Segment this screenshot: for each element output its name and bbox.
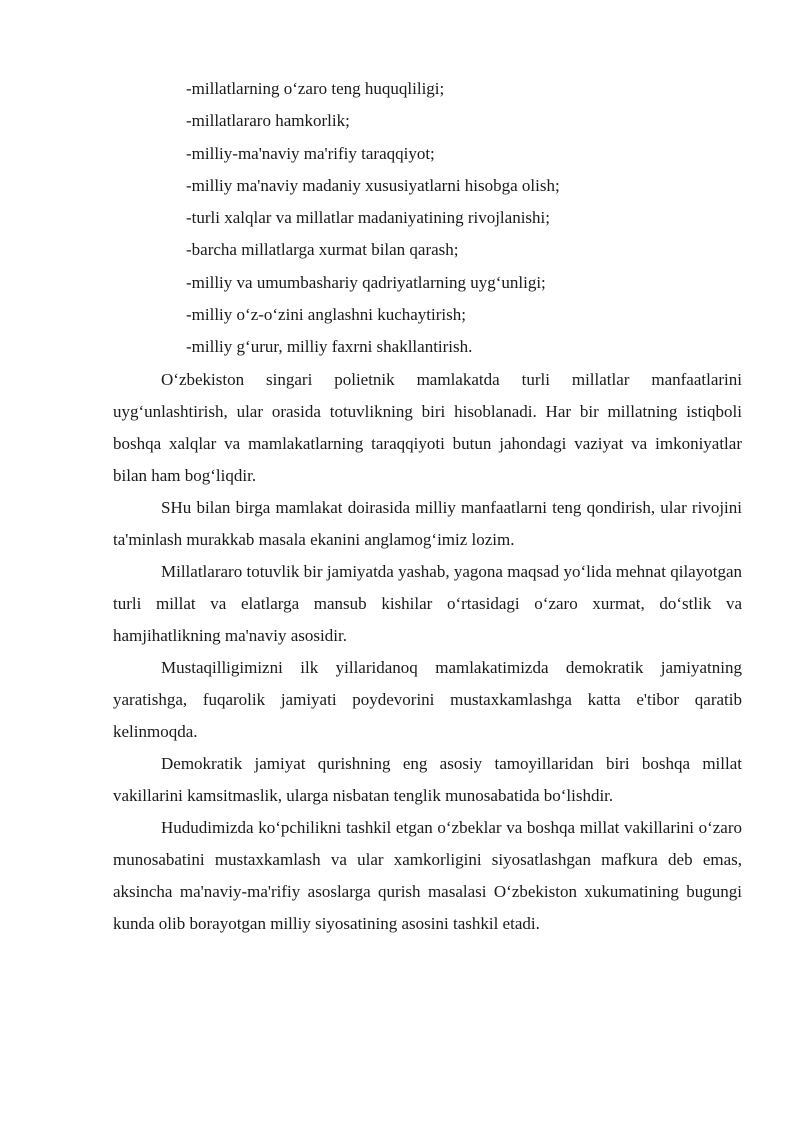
list-item: -milliy va umumbashariy qadriyatlarning uyg‘unligi; [186,272,546,292]
list-item: -millatlararo hamkorlik; [186,111,350,131]
list-item: -milliy ma'naviy madaniy xususiyatlarni hisobga olish; [186,175,560,195]
list-item: -barcha millatlarga xurmat bilan qarash; [186,240,459,260]
paragraph: O‘zbekiston singari polietnik mamlakatda turli millatlar manfaatlarini uyg‘unlashtirish, ular orasida totuvlikning biri hisoblanadi. Har bir millatning istiqboli boshqa xalqlar va mamlakatlarning taraqqiyoti butun jahondagi vaziyat va imkoniyatlar bilan ham bog‘liqdir. [113,370,742,485]
body-text [113,364,742,940]
list-item: -millatlarning o‘zaro teng huquqliligi; [186,79,445,98]
paragraph: SHu bilan birga mamlakat doirasida milliy manfaatlarni teng qondirish, ular rivojini ta'minlash murakkab masala ekanini anglamog‘imiz lozim. [113,498,742,549]
paragraph: Millatlararo totuvlik bir jamiyatda yashab, yagona maqsad yo‘lida mehnat qilayotgan turli millat va elatlarga mansub kishilar o‘rtasidagi o‘zaro xurmat, do‘stlik va hamjihatlikning ma'naviy asosidir. [113,562,742,645]
principles-list [186,73,746,364]
paragraph: Mustaqilligimizni ilk yillaridanoq mamlakatimizda demokratik jamiyatning yaratishga, fuqarolik jamiyati poydevorini mustaxkamlashga katta e'tibor qaratib kelinmoqda. [113,658,742,741]
list-item: -milliy-ma'naviy ma'rifiy taraqqiyot; [186,143,435,163]
list-item: -turli xalqlar va millatlar madaniyatining rivojlanishi; [186,208,550,228]
list-item: -milliy g‘urur, milliy faxrni shakllantirish. [186,337,473,357]
paragraph: Hududimizda ko‘pchilikni tashkil etgan o‘zbeklar va boshqa millat vakillarini o‘zaro munosabatini mustaxkamlash va ular xamkorligini siyosatlashgan mafkura deb emas, aksincha ma'naviy-ma'rifiy asoslarga qurish masalasi O‘zbekiston xukumatining bugungi kunda olib borayotgan milliy siyosatining asosini tashkil etadi. [113,818,742,933]
paragraph: Demokratik jamiyat qurishning eng asosiy tamoyillaridan biri boshqa millat vakillarini kamsitmaslik, ularga nisbatan tenglik munosabatida bo‘lishdir. [113,754,742,805]
list-item: -milliy o‘z-o‘zini anglashni kuchaytirish; [186,305,466,325]
